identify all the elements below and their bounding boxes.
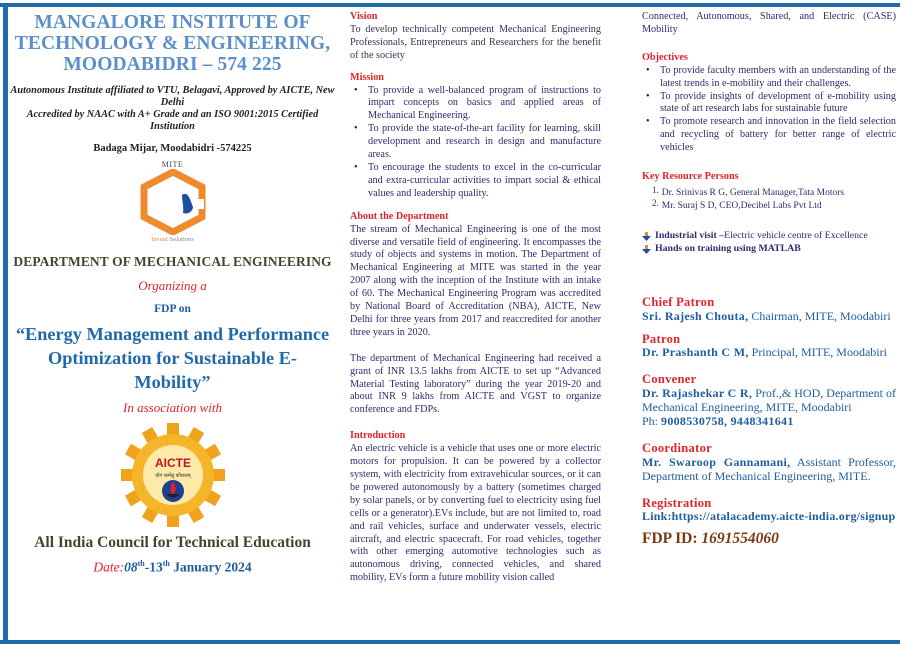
fdp-id-value: 1691554060 xyxy=(701,530,779,548)
institute-affiliation xyxy=(10,85,335,133)
institute-name: MANGALORE INSTITUTE OF TECHNOLOGY & ENGINEERING, MOODABIDRI – 574 225 xyxy=(14,12,331,75)
mission-list xyxy=(350,85,601,201)
coordinator-desc: Assistant Professor, Department of Mechanical Engineering, MITE. xyxy=(642,455,896,484)
aicte-logo-motto: योग कर्मसु कौशलम् xyxy=(154,473,191,479)
list-number: 2. xyxy=(652,197,659,208)
objective-item: • To promote research and innovation in the field selection and recycling of battery for better range of electric vehicles xyxy=(642,116,896,155)
objectives-heading: Objectives xyxy=(642,51,688,63)
aicte-logo-text: AICTE xyxy=(154,456,191,470)
right-panel xyxy=(642,8,896,546)
fdp-title: “Energy Management and Performance Optimization for Sustainable E-Mobility” xyxy=(15,324,330,392)
mite-tagline: Invent Solutions xyxy=(151,236,194,243)
mission-heading: Mission xyxy=(350,71,384,83)
organizers xyxy=(642,296,896,546)
fdp-id-label: FDP ID: xyxy=(642,530,702,548)
convener-heading: Convener xyxy=(642,372,697,387)
coordinator-text xyxy=(642,455,896,483)
aicte-full-name: All India Council for Technical Education xyxy=(34,534,311,551)
vision-heading: Vision xyxy=(350,11,378,22)
mite-logo xyxy=(133,160,213,250)
objective-item: • To provide insights of development of e-mobility using state of art research labs for sustainable future xyxy=(642,91,896,117)
chief-patron-heading: Chief Patron xyxy=(642,294,715,309)
introduction-heading: Introduction xyxy=(350,430,406,442)
cover-panel xyxy=(10,8,335,576)
resource-person-text: Dr. Srinivas R G, General Manager,Tata Motors xyxy=(661,187,845,198)
fdp-on-label: FDP on xyxy=(154,303,191,315)
objectives-list xyxy=(642,65,896,155)
objective-item: • To provide faculty members with an understanding of the latest trends in e-mobility and their challenges. xyxy=(642,65,896,91)
highlight-item xyxy=(642,230,896,243)
resource-person-text: Mr. Suraj S D, CEO,Decibel Labs Pvt Ltd xyxy=(661,200,822,211)
highlight-text: Electric vehicle centre of Excellence xyxy=(724,229,868,241)
left-border-line xyxy=(3,3,8,644)
event-date xyxy=(10,559,335,576)
fdp-id xyxy=(642,530,896,548)
association-label: In association with xyxy=(123,400,222,415)
arrow-down-bullet-icon xyxy=(642,232,651,241)
mite-logo-label: MITE xyxy=(161,160,184,169)
registration-heading: Registration xyxy=(642,496,712,511)
phone-label: Ph: xyxy=(642,414,662,429)
resource-person xyxy=(652,197,896,213)
aicte-gear-logo-icon xyxy=(118,422,228,528)
highlights-list xyxy=(642,230,896,256)
resource-person xyxy=(652,184,896,200)
registration-link[interactable]: Link:https://atalacademy.aicte-india.org/signup xyxy=(642,509,896,524)
convener-name: Dr. Rajashekar C R, xyxy=(642,386,753,401)
chief-patron-desc: Chairman, MITE, Moodabiri xyxy=(748,308,891,323)
list-number: 1. xyxy=(652,184,659,195)
institute-address: Badaga Mijar, Moodabidri -574225 xyxy=(93,143,252,154)
middle-panel xyxy=(350,8,601,585)
date-end-suffix: th xyxy=(162,559,170,568)
aicte-logo xyxy=(118,422,228,528)
patron-name: Dr. Prashanth C M, xyxy=(642,345,749,360)
patron-text xyxy=(642,345,896,359)
hexagon-logo-icon xyxy=(138,169,208,235)
bottom-border-line xyxy=(0,640,900,644)
vision-text: To develop technically competent Mechanical Engineering Professionals, Entrepreneurs and Researchers for the benefit of the society xyxy=(350,23,601,61)
phone-numbers: 9008530758, 9448341641 xyxy=(661,414,794,429)
convener-phone xyxy=(642,414,896,428)
chief-patron-name: Sri. Rajesh Chouta, xyxy=(642,308,749,323)
key-resource-heading: Key Resource Persons xyxy=(642,171,739,183)
mission-item: • To provide a well-balanced program of instructions to impart concepts on basics and applied areas of Mechanical Engineering. xyxy=(350,85,601,124)
highlight-bold: Industrial visit – xyxy=(655,229,725,241)
key-resource-list xyxy=(642,184,896,213)
highlight-bold: Hands on training using MATLAB xyxy=(655,242,801,254)
chief-patron-text xyxy=(642,309,896,323)
arrow-down-bullet-icon xyxy=(642,245,651,254)
top-border-line xyxy=(0,3,900,7)
convener-desc: Prof.,& HOD, Department of Mechanical Engineering, MITE, Moodabiri xyxy=(642,386,896,415)
convener-text xyxy=(642,386,896,414)
date-label: Date: xyxy=(93,559,125,575)
mission-item: • To provide the state-of-the-art facility for learning, skill development and research in design and manufacture areas. xyxy=(350,123,601,162)
about-heading: About the Department xyxy=(350,210,449,222)
highlight-item xyxy=(642,243,896,256)
introduction-text: An electric vehicle is a vehicle that uses one or more electric motors for propulsion. It can be powered by a collector system, with electricity from extravehicular sources, or it can be powered autonomously by a battery (sometimes charged by solar panels, or by converting fuel to electricity using fuel cells or a generator).EVs include, but are not limited to, road and rail vehicles, surface and underwater vessels, electric aircraft, and electric spacecraft. For road vehicles, together with other emerging automotive technologies such as autonomous driving, connected vehicles, and shared mobility, EVs form a future mobility vision called xyxy=(350,443,601,584)
patron-desc: Principal, MITE, Moodabiri xyxy=(748,345,887,360)
accreditation-line: Accredited by NAAC with A+ Grade and an ISO 9001:2015 Certified Institution xyxy=(26,109,319,132)
introduction-continued: Connected, Autonomous, Shared, and Electric (CASE) Mobility xyxy=(642,11,896,35)
about-grant-paragraph: The department of Mechanical Engineering had received a grant of INR 13.5 lakhs from AICTE to set up “Advanced Material Testing laboratory” during the year 2019-20 and about INR 9 lakhs from AICTE and VGST to organize conference and FDPs. xyxy=(350,352,601,416)
about-paragraph: The stream of Mechanical Engineering is one of the most diverse and versatile field of engineering. It encompasses the study of objects and systems in motion. The Department of Mechanical Engineering at MITE was started in the year 2007 along with the inception of the Institute with an intake of 60. The Mechanical Engineering Program was accredited by National Board of Accreditation (NBA), AICTE, New Delhi for three years from 2017 and reaccredited for another three years in 2020. xyxy=(350,223,601,338)
coordinator-name: Mr. Swaroop Gannamani, xyxy=(642,455,791,470)
date-start: 08 xyxy=(124,559,138,575)
date-start-suffix: th xyxy=(137,559,145,568)
affiliation-line: Autonomous Institute affiliated to VTU, Belagavi, Approved by AICTE, New Delhi xyxy=(10,85,335,108)
department-name: DEPARTMENT OF MECHANICAL ENGINEERING xyxy=(13,254,332,269)
patron-heading: Patron xyxy=(642,331,681,346)
coordinator-heading: Coordinator xyxy=(642,441,712,456)
date-month-year: January 2024 xyxy=(169,559,252,575)
date-end: -13 xyxy=(144,559,163,575)
mission-item: • To encourage the students to excel in the co-curricular and extra-curricular activities to impart social & ethical values and leadership quality. xyxy=(350,162,601,201)
organizing-label: Organizing a xyxy=(138,278,207,293)
